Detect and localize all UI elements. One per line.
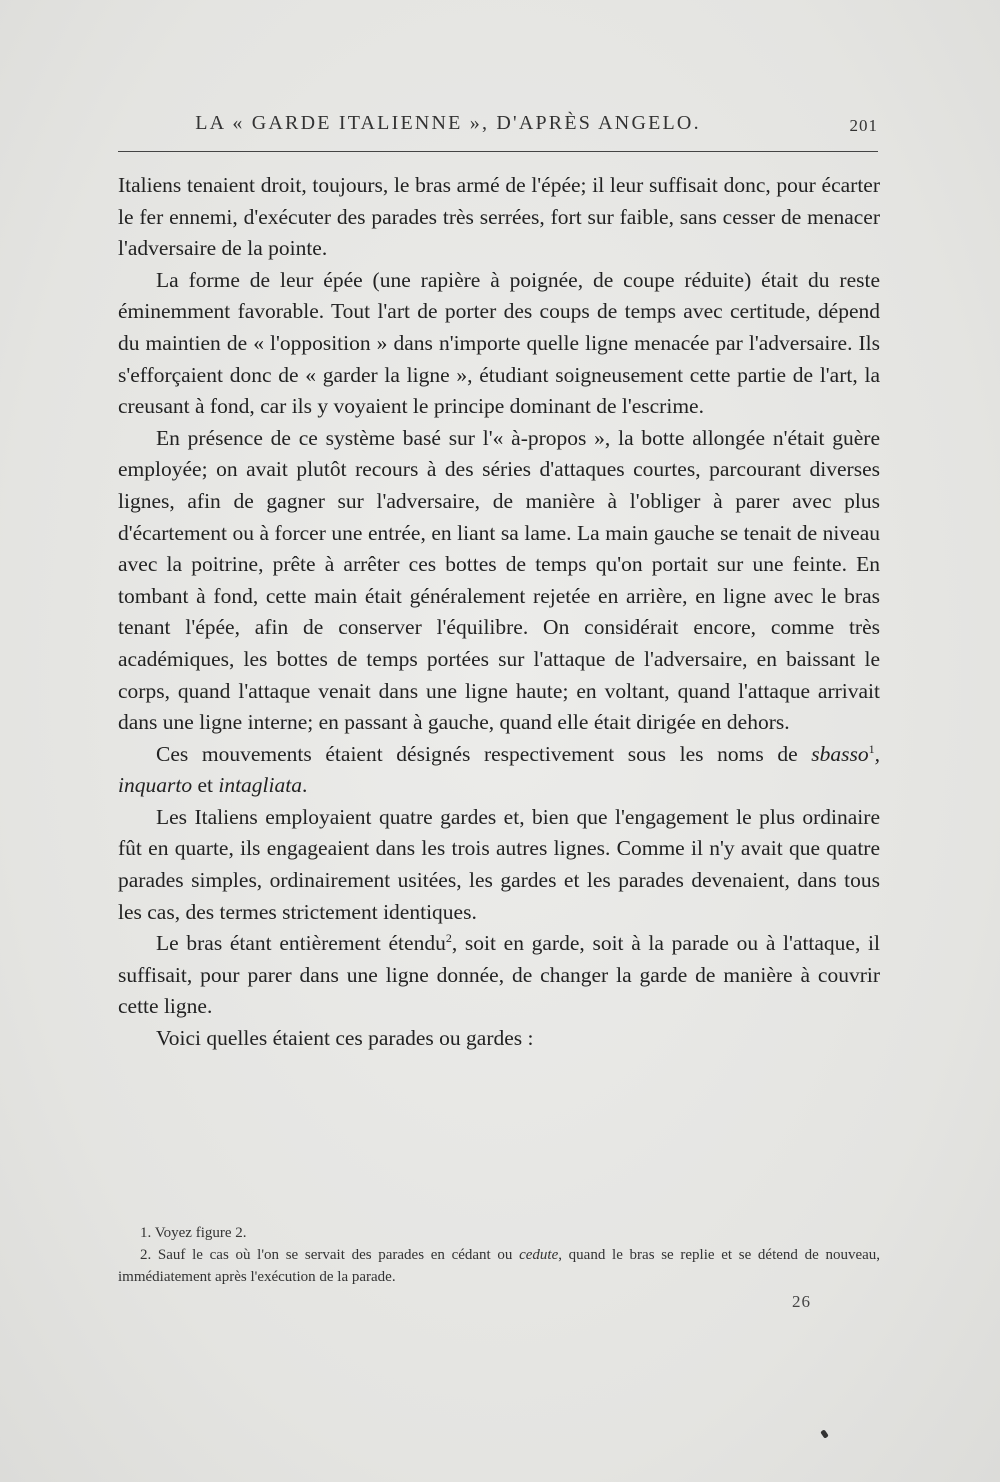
paragraph-3: En présence de ce système basé sur l'« à-propos », la botte allongée n'était guère employée; on avait plutôt recours à des séries d'attaques courtes, parcourant diverses lignes, afin de gagner sur l'adversaire, de manière à l'obliger à parer avec plus d'écartement ou à forcer une entrée, en liant sa lame. La main gauche se tenait de niveau avec la poitrine, prête à arrêter ces bottes de temps qu'on portait sur une feinte. En tombant à fond, cette main était généralement rejetée en arrière, en ligne avec le bras tenant l'épée, afin de conserver l'équilibre. On considérait encore, comme très académiques, les bottes de temps portées sur l'attaque de l'adversaire, en baissant le corps, quand l'attaque venait dans une ligne haute; en voltant, quand l'attaque arrivait dans une ligne interne; en passant à gauche, quand elle était dirigée en dehors. bbox=[118, 425, 880, 735]
footnotes bbox=[118, 1222, 880, 1288]
page-number: 201 bbox=[849, 116, 878, 135]
signature-mark: 26 bbox=[792, 1292, 811, 1311]
footnote-2-rest: , quand le bras se replie et se détend de nouveau, immédiatement après l'exécution de la parade. bbox=[118, 1247, 881, 1285]
footnote-1: 1. Voyez figure 2. bbox=[140, 1225, 247, 1241]
paragraph-4-end: . bbox=[301, 773, 308, 798]
paragraph-2: La forme de leur épée (une rapière à poignée, de coupe réduite) était du reste éminemment favorable. Tout l'art de porter des coups de temps avec certitude, dépend du maintien de « l'opposition » dans n'importe quelle ligne menacée par l'adversaire. Ils s'efforçaient donc de « garder la ligne », étudiant soigneusement cette partie de l'art, la creusant à fond, car ils y voyaient le principe dominant de l'escrime. bbox=[118, 267, 880, 419]
term-cedute: cedute bbox=[519, 1247, 559, 1263]
footnote-ref-2: 2 bbox=[445, 931, 452, 946]
body-text bbox=[118, 170, 880, 1055]
paragraph-5: Les Italiens employaient quatre gardes et, bien que l'engagement le plus ordinaire fût en quarte, ils engageaient dans les trois autres lignes. Comme il n'y avait que quatre parades simples, ordinairement usitées, les gardes et les parades devenaient, dans tous les cas, des termes strictement identiques. bbox=[118, 804, 880, 924]
paragraph-6 bbox=[118, 928, 880, 1023]
running-head bbox=[118, 112, 878, 142]
ink-speck bbox=[820, 1429, 829, 1438]
paragraph-7: Voici quelles étaient ces parades ou gardes : bbox=[156, 1026, 534, 1051]
term-inquarto: inquarto bbox=[118, 773, 193, 798]
term-intagliata: intagliata bbox=[218, 773, 302, 798]
footnote-ref-1: 1 bbox=[868, 741, 875, 756]
footnote-2-start: 2. Sauf le cas où l'on se servait des parades en cédant ou bbox=[140, 1247, 520, 1263]
paragraph-4 bbox=[118, 739, 880, 802]
term-conjunction: et bbox=[192, 773, 219, 798]
paragraph-6-start: Le bras étant entièrement étendu bbox=[156, 931, 446, 956]
running-title: LA « GARDE ITALIENNE », D'APRÈS ANGELO. bbox=[195, 112, 701, 134]
header-rule bbox=[118, 151, 878, 152]
term-separator: , bbox=[874, 741, 880, 766]
paragraph-6-rest: , soit en garde, soit à la parade ou à l'attaque, il suffisait, pour parer dans une ligne donnée, de changer la garde de manière à couvrir cette ligne. bbox=[118, 931, 880, 1019]
paragraph-4-text: Ces mouvements étaient désignés respectivement sous les noms de bbox=[156, 741, 812, 766]
paragraph-1: Italiens tenaient droit, toujours, le bras armé de l'épée; il leur suffisait donc, pour écarter le fer ennemi, d'exécuter des parades très serrées, fort sur faible, sans cesser de menacer l'adversaire de la pointe. bbox=[118, 173, 880, 261]
term-sbasso: sbasso bbox=[811, 741, 869, 766]
footnote-2 bbox=[118, 1244, 880, 1288]
